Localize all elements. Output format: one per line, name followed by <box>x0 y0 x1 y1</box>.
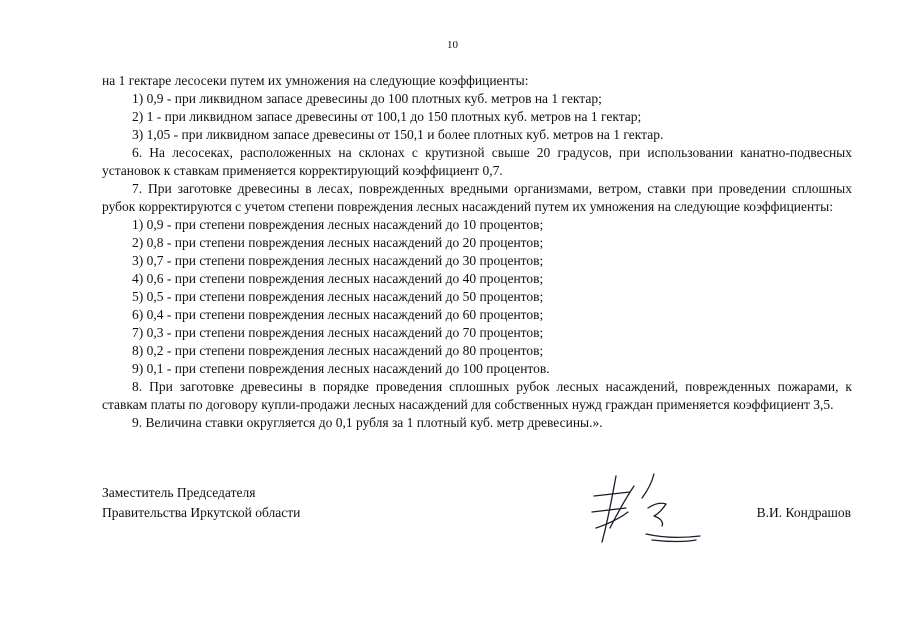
document-body <box>102 72 852 432</box>
list-item: 1) 0,9 - при ликвидном запасе древесины до 100 плотных куб. метров на 1 гектар; <box>132 91 602 106</box>
volume-coefficient-list <box>102 90 852 144</box>
damage-coefficient-list <box>102 216 852 378</box>
list-item: 2) 0,8 - при степени повреждения лесных насаждений до 20 процентов; <box>132 235 544 250</box>
continuation-line: на 1 гектаре лесосеки путем их умножения на следующие коэффициенты: <box>102 73 529 88</box>
handwritten-signature <box>588 468 708 550</box>
signatory-position <box>102 483 300 523</box>
list-item: 2) 1 - при ликвидном запасе древесины от 100,1 до 150 плотных куб. метров на 1 гектар; <box>132 109 642 124</box>
list-item: 3) 0,7 - при степени повреждения лесных насаждений до 30 процентов; <box>132 253 544 268</box>
paragraph-9: 9. Величина ставки округляется до 0,1 рубля за 1 плотный куб. метр древесины.». <box>132 415 603 430</box>
list-item: 5) 0,5 - при степени повреждения лесных насаждений до 50 процентов; <box>132 289 544 304</box>
position-line-2: Правительства Иркутской области <box>102 505 301 520</box>
list-item: 9) 0,1 - при степени повреждения лесных насаждений до 100 процентов. <box>132 361 550 376</box>
signatory-name: В.И. Кондрашов <box>756 505 851 520</box>
list-item: 1) 0,9 - при степени повреждения лесных насаждений до 10 процентов; <box>132 217 544 232</box>
list-item: 7) 0,3 - при степени повреждения лесных насаждений до 70 процентов; <box>132 325 544 340</box>
page-number: 10 <box>447 39 458 51</box>
paragraph-7: 7. При заготовке древесины в лесах, поврежденных вредными организмами, ветром, ставки при проведении сплошных рубок корректируются с учетом степени повреждения лесных насаждений путем их умножения на следующие коэффициенты: <box>102 181 852 214</box>
list-item: 4) 0,6 - при степени повреждения лесных насаждений до 40 процентов; <box>132 271 544 286</box>
paragraph-8: 8. При заготовке древесины в порядке проведения сплошных рубок лесных насаждений, поврежденных пожарами, к ставкам платы по договору купли-продажи лесных насаждений для собственных нужд граждан применяется коэффициент 3,5. <box>102 379 852 412</box>
paragraph-6: 6. На лесосеках, расположенных на склонах с крутизной свыше 20 градусов, при использовании канатно-подвесных установок к ставкам применяется корректирующий коэффициент 0,7. <box>102 145 852 178</box>
list-item: 6) 0,4 - при степени повреждения лесных насаждений до 60 процентов; <box>132 307 544 322</box>
list-item: 3) 1,05 - при ликвидном запасе древесины от 150,1 и более плотных куб. метров на 1 гектар. <box>132 127 664 142</box>
list-item: 8) 0,2 - при степени повреждения лесных насаждений до 80 процентов; <box>132 343 544 358</box>
position-line-1: Заместитель Председателя <box>102 485 256 500</box>
